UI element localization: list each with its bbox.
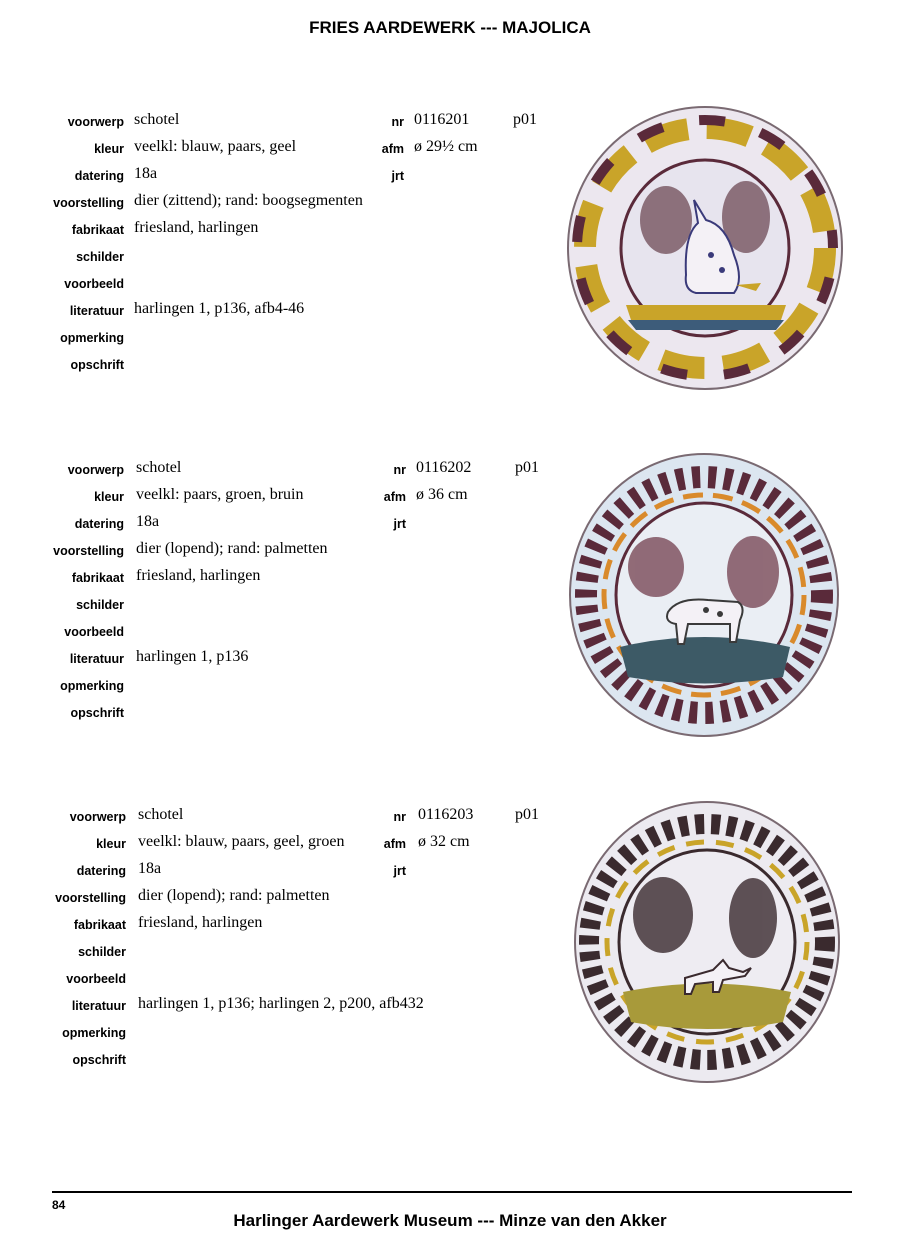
label-schilder: schilder	[76, 598, 124, 612]
label-literatuur: literatuur	[71, 999, 126, 1013]
label-opschrift: opschrift	[72, 1053, 126, 1067]
value-literatuur: harlingen 1, p136, afb4-46	[134, 300, 305, 317]
label-nr: nr	[393, 810, 406, 824]
value-nr: 0116201	[414, 111, 470, 128]
label-jrt: jrt	[393, 517, 406, 531]
label-kleur: kleur	[94, 490, 124, 504]
label-nr: nr	[393, 463, 406, 477]
value-literatuur: harlingen 1, p136; harlingen 2, p200, afb432	[138, 995, 424, 1012]
value-kleur: veelkl: blauw, paars, geel	[134, 138, 297, 155]
value-afm: ø 29½ cm	[414, 138, 478, 155]
label-afm: afm	[383, 837, 406, 851]
plate-image	[566, 105, 844, 391]
label-nr: nr	[391, 115, 404, 129]
value-nr: 0116203	[418, 806, 474, 823]
label-literatuur: literatuur	[69, 652, 124, 666]
label-voorbeeld: voorbeeld	[66, 972, 126, 986]
footer-text: Harlinger Aardewerk Museum --- Minze van den Akker	[233, 1211, 667, 1230]
value-voorstelling: dier (zittend); rand: boogsegmenten	[134, 192, 363, 209]
label-jrt: jrt	[393, 864, 406, 878]
footer-rule	[52, 1191, 852, 1193]
page-title: FRIES AARDEWERK --- MAJOLICA	[309, 18, 591, 37]
label-voorstelling: voorstelling	[53, 544, 124, 558]
label-fabrikaat: fabrikaat	[73, 918, 126, 932]
label-voorbeeld: voorbeeld	[64, 277, 124, 291]
label-kleur: kleur	[94, 142, 124, 156]
plate-image	[573, 800, 841, 1084]
value-voorwerp: schotel	[136, 459, 182, 476]
value-kleur: veelkl: paars, groen, bruin	[136, 486, 304, 503]
value-page: p01	[515, 459, 539, 476]
label-voorstelling: voorstelling	[53, 196, 124, 210]
value-page: p01	[513, 111, 537, 128]
value-voorwerp: schotel	[138, 806, 184, 823]
label-afm: afm	[383, 490, 406, 504]
label-datering: datering	[74, 169, 124, 183]
label-kleur: kleur	[96, 837, 126, 851]
value-voorstelling: dier (lopend); rand: palmetten	[138, 887, 330, 904]
page-number: 84	[52, 1198, 66, 1212]
value-voorwerp: schotel	[134, 111, 180, 128]
value-datering: 18a	[136, 513, 160, 530]
plate-image	[568, 452, 840, 739]
label-fabrikaat: fabrikaat	[71, 223, 124, 237]
label-opschrift: opschrift	[70, 358, 124, 372]
value-voorstelling: dier (lopend); rand: palmetten	[136, 540, 328, 557]
label-datering: datering	[74, 517, 124, 531]
label-voorwerp: voorwerp	[67, 463, 124, 477]
label-opmerking: opmerking	[60, 331, 124, 345]
label-schilder: schilder	[78, 945, 126, 959]
value-datering: 18a	[134, 165, 158, 182]
value-afm: ø 32 cm	[418, 833, 470, 850]
value-kleur: veelkl: blauw, paars, geel, groen	[138, 833, 345, 850]
label-voorwerp: voorwerp	[69, 810, 126, 824]
value-nr: 0116202	[416, 459, 472, 476]
label-afm: afm	[381, 142, 404, 156]
label-voorbeeld: voorbeeld	[64, 625, 124, 639]
label-opschrift: opschrift	[70, 706, 124, 720]
label-jrt: jrt	[391, 169, 404, 183]
value-literatuur: harlingen 1, p136	[136, 648, 249, 665]
label-datering: datering	[76, 864, 126, 878]
value-fabrikaat: friesland, harlingen	[138, 914, 263, 931]
value-fabrikaat: friesland, harlingen	[134, 219, 259, 236]
label-voorwerp: voorwerp	[67, 115, 124, 129]
value-afm: ø 36 cm	[416, 486, 468, 503]
label-literatuur: literatuur	[69, 304, 124, 318]
label-fabrikaat: fabrikaat	[71, 571, 124, 585]
value-page: p01	[515, 806, 539, 823]
value-datering: 18a	[138, 860, 162, 877]
label-schilder: schilder	[76, 250, 124, 264]
value-fabrikaat: friesland, harlingen	[136, 567, 261, 584]
label-opmerking: opmerking	[60, 679, 124, 693]
label-voorstelling: voorstelling	[55, 891, 126, 905]
label-opmerking: opmerking	[62, 1026, 126, 1040]
